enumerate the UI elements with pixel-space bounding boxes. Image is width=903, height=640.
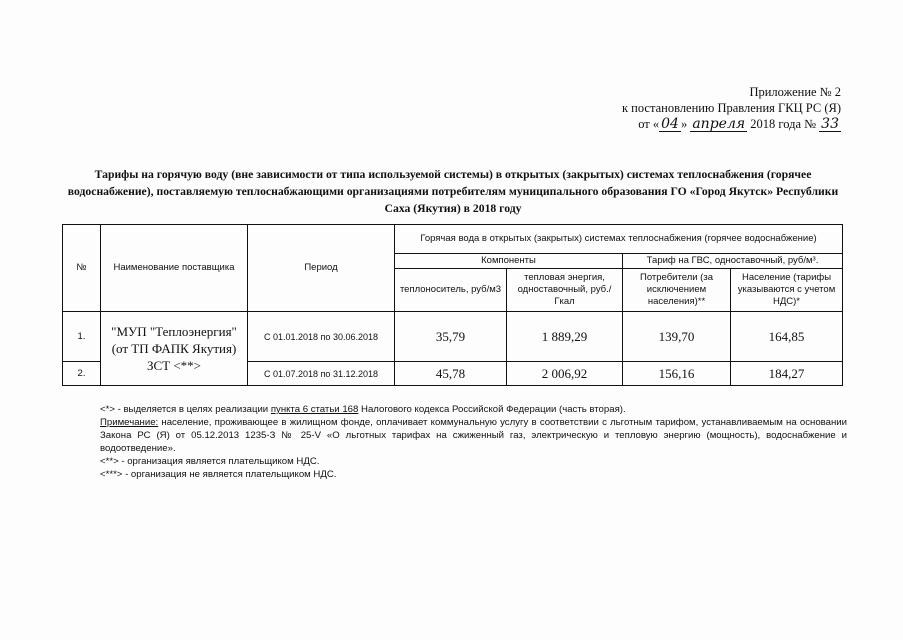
appendix-title: Приложение № 2 — [749, 85, 841, 99]
note-text: население, проживающее в жилищном фонде, оплачивает коммунальную услугу в соответствии с льготным тарифом, устанавливаемым на основании Закона РС (Я) от 05.12.2013 1235-З № 25-V «О льготных тарифах на сжиженный газ, электрическую и тепловую энергию (мощность), водоснабжение и водоотведение». — [100, 417, 847, 454]
tax-code-link[interactable]: пункта 6 статьи 168 — [270, 404, 359, 415]
row-period: С 01.07.2018 по 31.12.2018 — [248, 362, 395, 386]
supplier-name: "МУП "Теплоэнергия" (от ТП ФАПК Якутия) ЗСТ <**> — [101, 312, 248, 386]
header-tariff: Тариф на ГВС, одноставочный, руб/м³. — [623, 254, 843, 269]
footnote-non-vat: <***> - организация не является плательщиком НДС. — [100, 469, 337, 480]
footnote-1-tail: Налогового кодекса Российской Федерации (часть вторая). — [358, 404, 626, 415]
footnote-1 — [62, 403, 847, 416]
footnotes — [62, 403, 847, 481]
row-carrier: 45,78 — [395, 362, 507, 386]
footnote-vat-payer: <**> - организация является плательщиком НДС. — [100, 456, 320, 467]
handwritten-number: 33 — [821, 116, 839, 132]
header-population: Население (тарифы указываются с учетом НДС)* — [731, 269, 843, 312]
row-energy: 2 006,92 — [507, 362, 623, 386]
document-title: Тарифы на горячую воду (вне зависимости от типа используемой системы) в открытых (закрытых) системах теплоснабжения (горячее водоснабжение), поставляемую теплоснабжающими организациями потребителям муниципального образования ГО «Город Якутск» Республики Саха (Якутия) в 2018 году — [67, 168, 839, 215]
date-prefix: от « — [638, 117, 660, 131]
row-energy: 1 889,29 — [507, 312, 623, 362]
handwritten-month: апреля — [692, 116, 746, 132]
date-mid: » — [680, 117, 688, 131]
year-text: 2018 года № — [750, 117, 817, 131]
row-population: 184,27 — [731, 362, 843, 386]
table-row — [63, 312, 843, 362]
handwritten-day: 04 — [661, 116, 679, 132]
row-period: С 01.01.2018 по 30.06.2018 — [248, 312, 395, 362]
footnote-1-text: <*> - выделяется в целях реализации — [100, 404, 271, 415]
header-components: Компоненты — [395, 254, 623, 269]
footnote-note — [62, 416, 847, 455]
header-energy: тепловая энергия, одноставочный, руб./Гкал — [507, 269, 623, 312]
row-carrier: 35,79 — [395, 312, 507, 362]
tariff-table — [62, 224, 843, 386]
header-carrier: теплоноситель, руб/м3 — [395, 269, 507, 312]
appendix-date-line — [511, 116, 841, 132]
row-consumers: 139,70 — [623, 312, 731, 362]
appendix-resolution: к постановлению Правления ГКЦ РС (Я) — [621, 101, 841, 115]
header-group: Горячая вода в открытых (закрытых) системах теплоснабжения (горячее водоснабжение) — [395, 225, 843, 254]
row-population: 164,85 — [731, 312, 843, 362]
header-no: № — [63, 225, 101, 312]
header-consumers: Потребители (за исключением населения)** — [623, 269, 731, 312]
note-label: Примечание: — [100, 417, 159, 428]
header-period: Период — [248, 225, 395, 312]
row-no: 2. — [63, 362, 101, 386]
row-consumers: 156,16 — [623, 362, 731, 386]
header-supplier: Наименование поставщика — [101, 225, 248, 312]
row-no: 1. — [63, 312, 101, 362]
appendix-block — [511, 84, 841, 132]
